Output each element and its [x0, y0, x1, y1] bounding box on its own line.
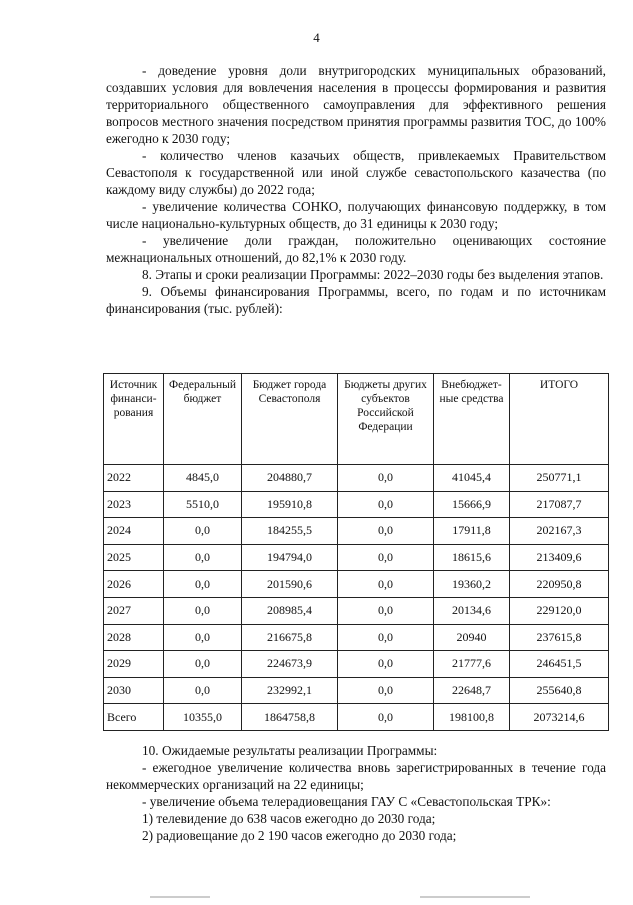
table-cell-value: 0,0 — [164, 571, 242, 598]
table-row — [104, 544, 609, 571]
table-cell-value: 224673,9 — [242, 651, 338, 678]
table-cell-value: 0,0 — [338, 624, 434, 651]
table-cell-year: Всего — [104, 704, 164, 731]
table-cell-value: 10355,0 — [164, 704, 242, 731]
program-text — [106, 62, 606, 317]
table-cell-year: 2027 — [104, 597, 164, 624]
table-cell-year: 2030 — [104, 677, 164, 704]
table-cell-value: 0,0 — [338, 491, 434, 518]
table-cell-year: 2023 — [104, 491, 164, 518]
table-row — [104, 624, 609, 651]
table-cell-value: 246451,5 — [510, 651, 609, 678]
table-row — [104, 571, 609, 598]
table-row — [104, 677, 609, 704]
scan-artifact — [420, 896, 530, 898]
paragraph-interethnic: - увеличение доли граждан, положительно оценивающих состояние межнациональных отношений, до 82,1% к 2030 году. — [106, 233, 606, 265]
results-item: 2) радиовещание до 2 190 часов ежегодно до 2030 года; — [142, 828, 457, 843]
table-cell-value: 0,0 — [338, 465, 434, 492]
table-row — [104, 465, 609, 492]
table-cell-year: 2022 — [104, 465, 164, 492]
expected-results — [106, 742, 606, 844]
table-cell-value: 184255,5 — [242, 518, 338, 545]
table-cell-value: 1864758,8 — [242, 704, 338, 731]
table-cell-value: 0,0 — [338, 651, 434, 678]
table-cell-value: 0,0 — [338, 518, 434, 545]
table-cell-value: 20940 — [434, 624, 510, 651]
table-cell-value: 20134,6 — [434, 597, 510, 624]
table-cell-value: 202167,3 — [510, 518, 609, 545]
table-cell-value: 0,0 — [164, 518, 242, 545]
table-header-row — [104, 374, 609, 465]
paragraph-cossack: - количество членов казачьих обществ, привлекаемых Правительством Севастополя к государственной или иной службе севастопольского казачества (по каждому виду службы) до 2022 года; — [106, 148, 606, 197]
table-cell-value: 0,0 — [164, 651, 242, 678]
table-row — [104, 651, 609, 678]
table-cell-value: 0,0 — [164, 544, 242, 571]
table-cell-value: 22648,7 — [434, 677, 510, 704]
table-cell-value: 15666,9 — [434, 491, 510, 518]
header-extrabudget: Внебюджет-ные средства — [434, 374, 510, 465]
table-cell-value: 255640,8 — [510, 677, 609, 704]
table-cell-value: 41045,4 — [434, 465, 510, 492]
table-cell-value: 229120,0 — [510, 597, 609, 624]
scan-artifact — [150, 896, 210, 898]
table-cell-value: 204880,7 — [242, 465, 338, 492]
table-cell-value: 198100,8 — [434, 704, 510, 731]
header-source: Источник финанси-рования — [104, 374, 164, 465]
paragraph-stages: 8. Этапы и сроки реализации Программы: 2022–2030 годы без выделения этапов. — [142, 267, 604, 282]
table-cell-value: 0,0 — [338, 704, 434, 731]
header-federal: Федеральный бюджет — [164, 374, 242, 465]
table-cell-year: 2025 — [104, 544, 164, 571]
page-number: 4 — [313, 30, 320, 45]
results-item: - ежегодное увеличение количества вновь зарегистрированных в течение года некоммерческих организаций на 22 единицы; — [106, 760, 606, 792]
table-cell-value: 19360,2 — [434, 571, 510, 598]
table-cell-value: 237615,8 — [510, 624, 609, 651]
table-cell-value: 0,0 — [338, 677, 434, 704]
table-cell-year: 2029 — [104, 651, 164, 678]
table-row — [104, 704, 609, 731]
table-cell-value: 0,0 — [164, 624, 242, 651]
table-cell-value: 21777,6 — [434, 651, 510, 678]
table-cell-value: 216675,8 — [242, 624, 338, 651]
table-row — [104, 597, 609, 624]
table-cell-value: 5510,0 — [164, 491, 242, 518]
table-cell-value: 194794,0 — [242, 544, 338, 571]
table-cell-value: 0,0 — [338, 597, 434, 624]
table-cell-year: 2028 — [104, 624, 164, 651]
paragraph-sonko: - увеличение количества СОНКО, получающих финансовую поддержку, в том числе национально-культурных обществ, до 31 единицы к 2030 году; — [106, 199, 606, 231]
table-cell-year: 2024 — [104, 518, 164, 545]
table-cell-value: 232992,1 — [242, 677, 338, 704]
paragraph-tos: - доведение уровня доли внутригородских муниципальных образований, создавших условия для вовлечения населения в процессы формирования и развития территориального общественного самоуправления для эффективного решения вопросов местного значения посредством принятия программы развития ТОС, до 100% ежегодно к 2030 году; — [106, 63, 606, 146]
table-row — [104, 518, 609, 545]
results-item: - увеличение объема телерадиовещания ГАУ С «Севастопольская ТРК»: — [142, 794, 551, 809]
table-cell-value: 18615,6 — [434, 544, 510, 571]
table-cell-value: 4845,0 — [164, 465, 242, 492]
paragraph-financing: 9. Объемы финансирования Программы, всего, по годам и по источникам финансирования (тыс. рублей): — [106, 284, 606, 316]
table-row — [104, 491, 609, 518]
table-cell-value: 250771,1 — [510, 465, 609, 492]
table-cell-value: 201590,6 — [242, 571, 338, 598]
header-total: ИТОГО — [510, 374, 609, 465]
table-cell-value: 2073214,6 — [510, 704, 609, 731]
header-city: Бюджет города Севастополя — [242, 374, 338, 465]
table-cell-value: 213409,6 — [510, 544, 609, 571]
results-heading: 10. Ожидаемые результаты реализации Программы: — [142, 743, 438, 758]
table-cell-value: 217087,7 — [510, 491, 609, 518]
table-cell-value: 17911,8 — [434, 518, 510, 545]
table-cell-value: 208985,4 — [242, 597, 338, 624]
table-cell-value: 0,0 — [338, 544, 434, 571]
table-cell-value: 0,0 — [164, 677, 242, 704]
financing-table — [103, 373, 609, 731]
table-cell-year: 2026 — [104, 571, 164, 598]
table-cell-value: 195910,8 — [242, 491, 338, 518]
table-cell-value: 0,0 — [338, 571, 434, 598]
header-other-subjects: Бюджеты других субъектов Российской Федерации — [338, 374, 434, 465]
table-cell-value: 220950,8 — [510, 571, 609, 598]
results-item: 1) телевидение до 638 часов ежегодно до 2030 года; — [142, 811, 436, 826]
table-cell-value: 0,0 — [164, 597, 242, 624]
